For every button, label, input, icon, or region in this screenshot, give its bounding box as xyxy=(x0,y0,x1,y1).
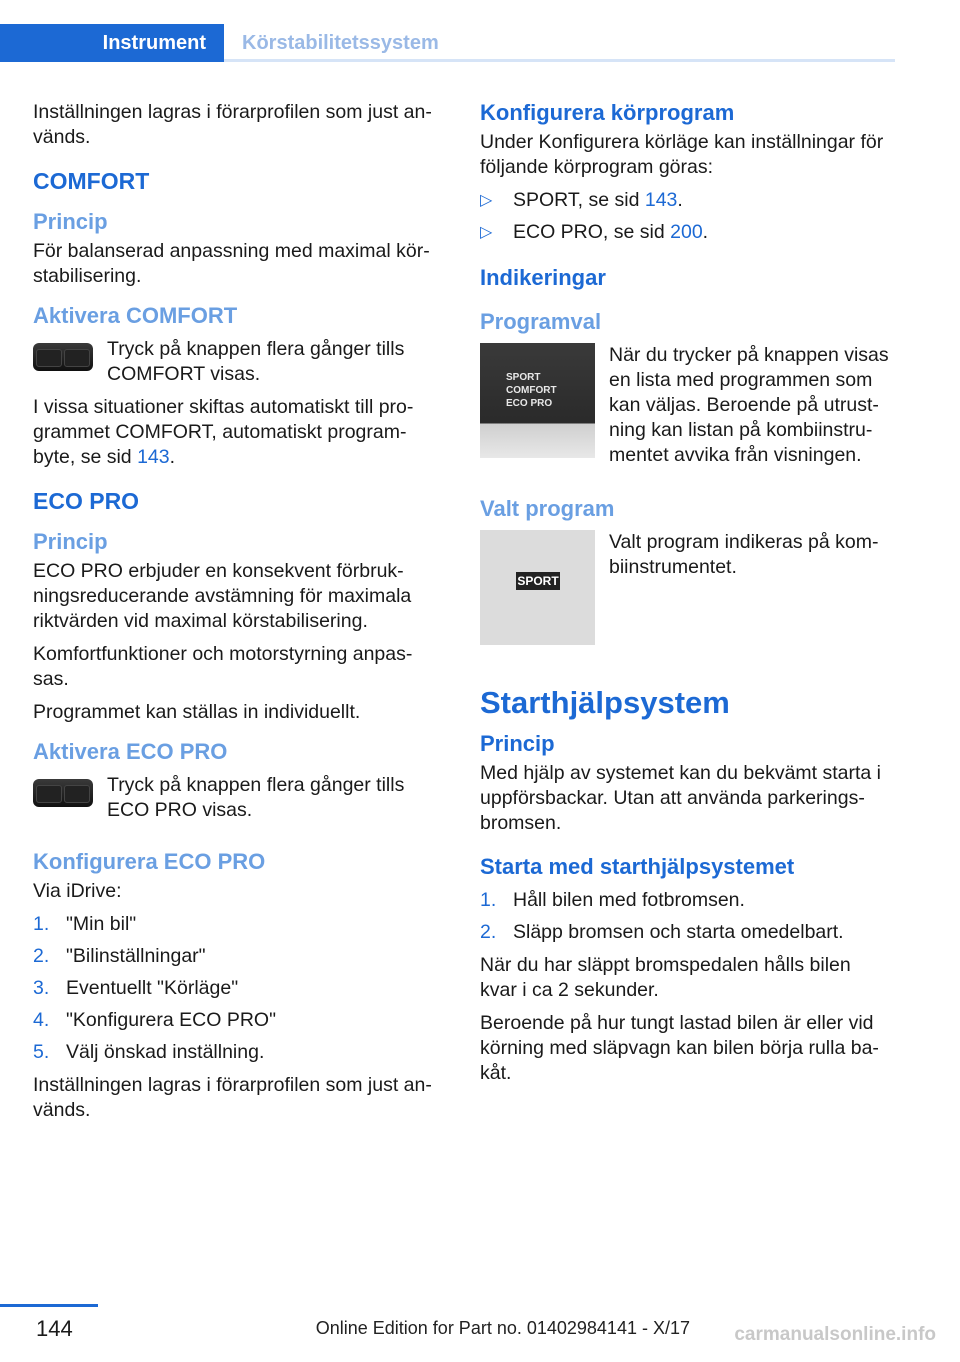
programval-block xyxy=(480,343,890,468)
comfort-princip-text: För balanserad anpassning med maximal kör-stabilisering. xyxy=(33,240,430,287)
eco-pro-title: ECO PRO xyxy=(33,488,140,514)
tab-instrument-label: Instrument xyxy=(102,32,206,54)
konfig-korprogram-heading: Konfigurera körprogram xyxy=(480,100,735,125)
list-item: 2. "Bilinställningar" xyxy=(33,945,206,967)
start-princip-heading: Princip xyxy=(480,731,555,756)
page-link-143[interactable]: 143 xyxy=(644,189,678,211)
list-item: 1. Håll bilen med fotbromsen. xyxy=(480,889,745,911)
footer-rule xyxy=(0,1304,98,1307)
valt-program-block xyxy=(480,530,890,645)
list-item: 4. "Konfigurera ECO PRO" xyxy=(33,1009,277,1031)
eco-steps-list xyxy=(33,912,443,1065)
intro-text: Inställningen lagras i förarprofilen som just an-vänds. xyxy=(33,101,432,148)
watermark: carmanualsonline.info xyxy=(734,1324,936,1345)
konfig-korprogram-text: Under Konfigurera körläge kan inställningar för följande körprogram göras: xyxy=(480,131,884,178)
start-steps-list xyxy=(480,888,890,945)
tab-instrument[interactable] xyxy=(0,24,224,62)
aktivera-eco-text: Tryck på knappen flera gånger tills ECO PRO visas. xyxy=(107,774,405,821)
via-idrive-text: Via iDrive: xyxy=(33,880,122,902)
eco-text-3: Programmet kan ställas in individuellt. xyxy=(33,701,361,723)
indikeringar-heading: Indikeringar xyxy=(480,265,606,290)
aktivera-eco-heading: Aktivera ECO PRO xyxy=(33,739,228,764)
konfig-eco-heading: Konfigurera ECO PRO xyxy=(33,849,266,874)
programval-heading: Programval xyxy=(480,309,602,334)
mode-button-image xyxy=(33,343,93,371)
aktivera-comfort-heading: Aktivera COMFORT xyxy=(33,303,238,328)
eco-princip-text: ECO PRO erbjuder en konsekvent förbruk-ningsreducerande avstämning för maximala riktvärden vid maximal körstabilisering. xyxy=(33,560,412,632)
header-bar xyxy=(0,0,895,62)
valt-program-heading: Valt program xyxy=(480,496,615,521)
starta-heading: Starta med starthjälpsystemet xyxy=(480,854,795,879)
list-item: 3. Eventuellt "Körläge" xyxy=(33,977,239,999)
start-text-1: När du har släppt bromspedalen hålls bilen kvar i ca 2 sekunder. xyxy=(480,954,851,1001)
start-princip-text: Med hjälp av systemet kan du bekvämt starta i uppförsbackar. Utan att använda parkerings-bromsen. xyxy=(480,762,882,834)
eco-princip-heading: Princip xyxy=(33,529,108,554)
aktivera-comfort-text: Tryck på knappen flera gånger tills COMFORT visas. xyxy=(107,338,405,385)
right-column xyxy=(480,100,890,1094)
programval-text: När du trycker på knappen visas en lista med programmen som kan väljas. Beroende på utrust-ning kan listan på kombiinstru-mentet avvika från visningen. xyxy=(609,344,889,466)
triangle-bullet-icon: ▷ xyxy=(480,192,493,209)
tab-korstabilitetssystem[interactable]: Körstabilitetssystem xyxy=(242,32,439,54)
page-number: 144 xyxy=(36,1316,73,1341)
comfort-princip-heading: Princip xyxy=(33,209,108,234)
list-item: 5. Välj önskad inställning. xyxy=(33,1041,265,1063)
header-rule xyxy=(224,59,895,62)
sport-indicator-image: SPORT xyxy=(480,530,595,645)
page-link-143[interactable]: 143 xyxy=(137,446,170,468)
program-menu-image: SPORT COMFORT ECO PRO xyxy=(480,343,595,458)
eco-text-2: Komfortfunktioner och motorstyrning anpas-sas. xyxy=(33,643,413,690)
mode-button-image xyxy=(33,779,93,807)
list-item: 2. Släpp bromsen och starta omedelbart. xyxy=(480,921,844,943)
aktivera-comfort-block xyxy=(33,337,443,387)
aktivera-eco-block xyxy=(33,773,443,823)
comfort-title: COMFORT xyxy=(33,168,150,194)
left-column xyxy=(33,100,443,1131)
list-item: ▷ SPORT, se sid 143. xyxy=(480,189,683,211)
edition-text: Online Edition for Part no. 01402984141 - X/17 xyxy=(315,1318,690,1338)
program-list xyxy=(480,188,890,245)
situation-text: I vissa situationer skiftas automatiskt till pro-grammet COMFORT, automatiskt program-byte, se sid 143. xyxy=(33,396,414,468)
list-item: 1. "Min bil" xyxy=(33,913,137,935)
triangle-bullet-icon: ▷ xyxy=(480,224,493,241)
starthjalp-title: Starthjälpsystem xyxy=(480,685,730,720)
outro-text: Inställningen lagras i förarprofilen som just an-vänds. xyxy=(33,1074,432,1121)
list-item: ▷ ECO PRO, se sid 200. xyxy=(480,221,709,243)
start-text-2: Beroende på hur tungt lastad bilen är eller vid körning med släpvagn kan bilen börja rulla ba-kåt. xyxy=(480,1012,879,1084)
page-link-200[interactable]: 200 xyxy=(670,221,703,243)
valt-program-text: Valt program indikeras på kom-biinstrumentet. xyxy=(609,531,879,578)
